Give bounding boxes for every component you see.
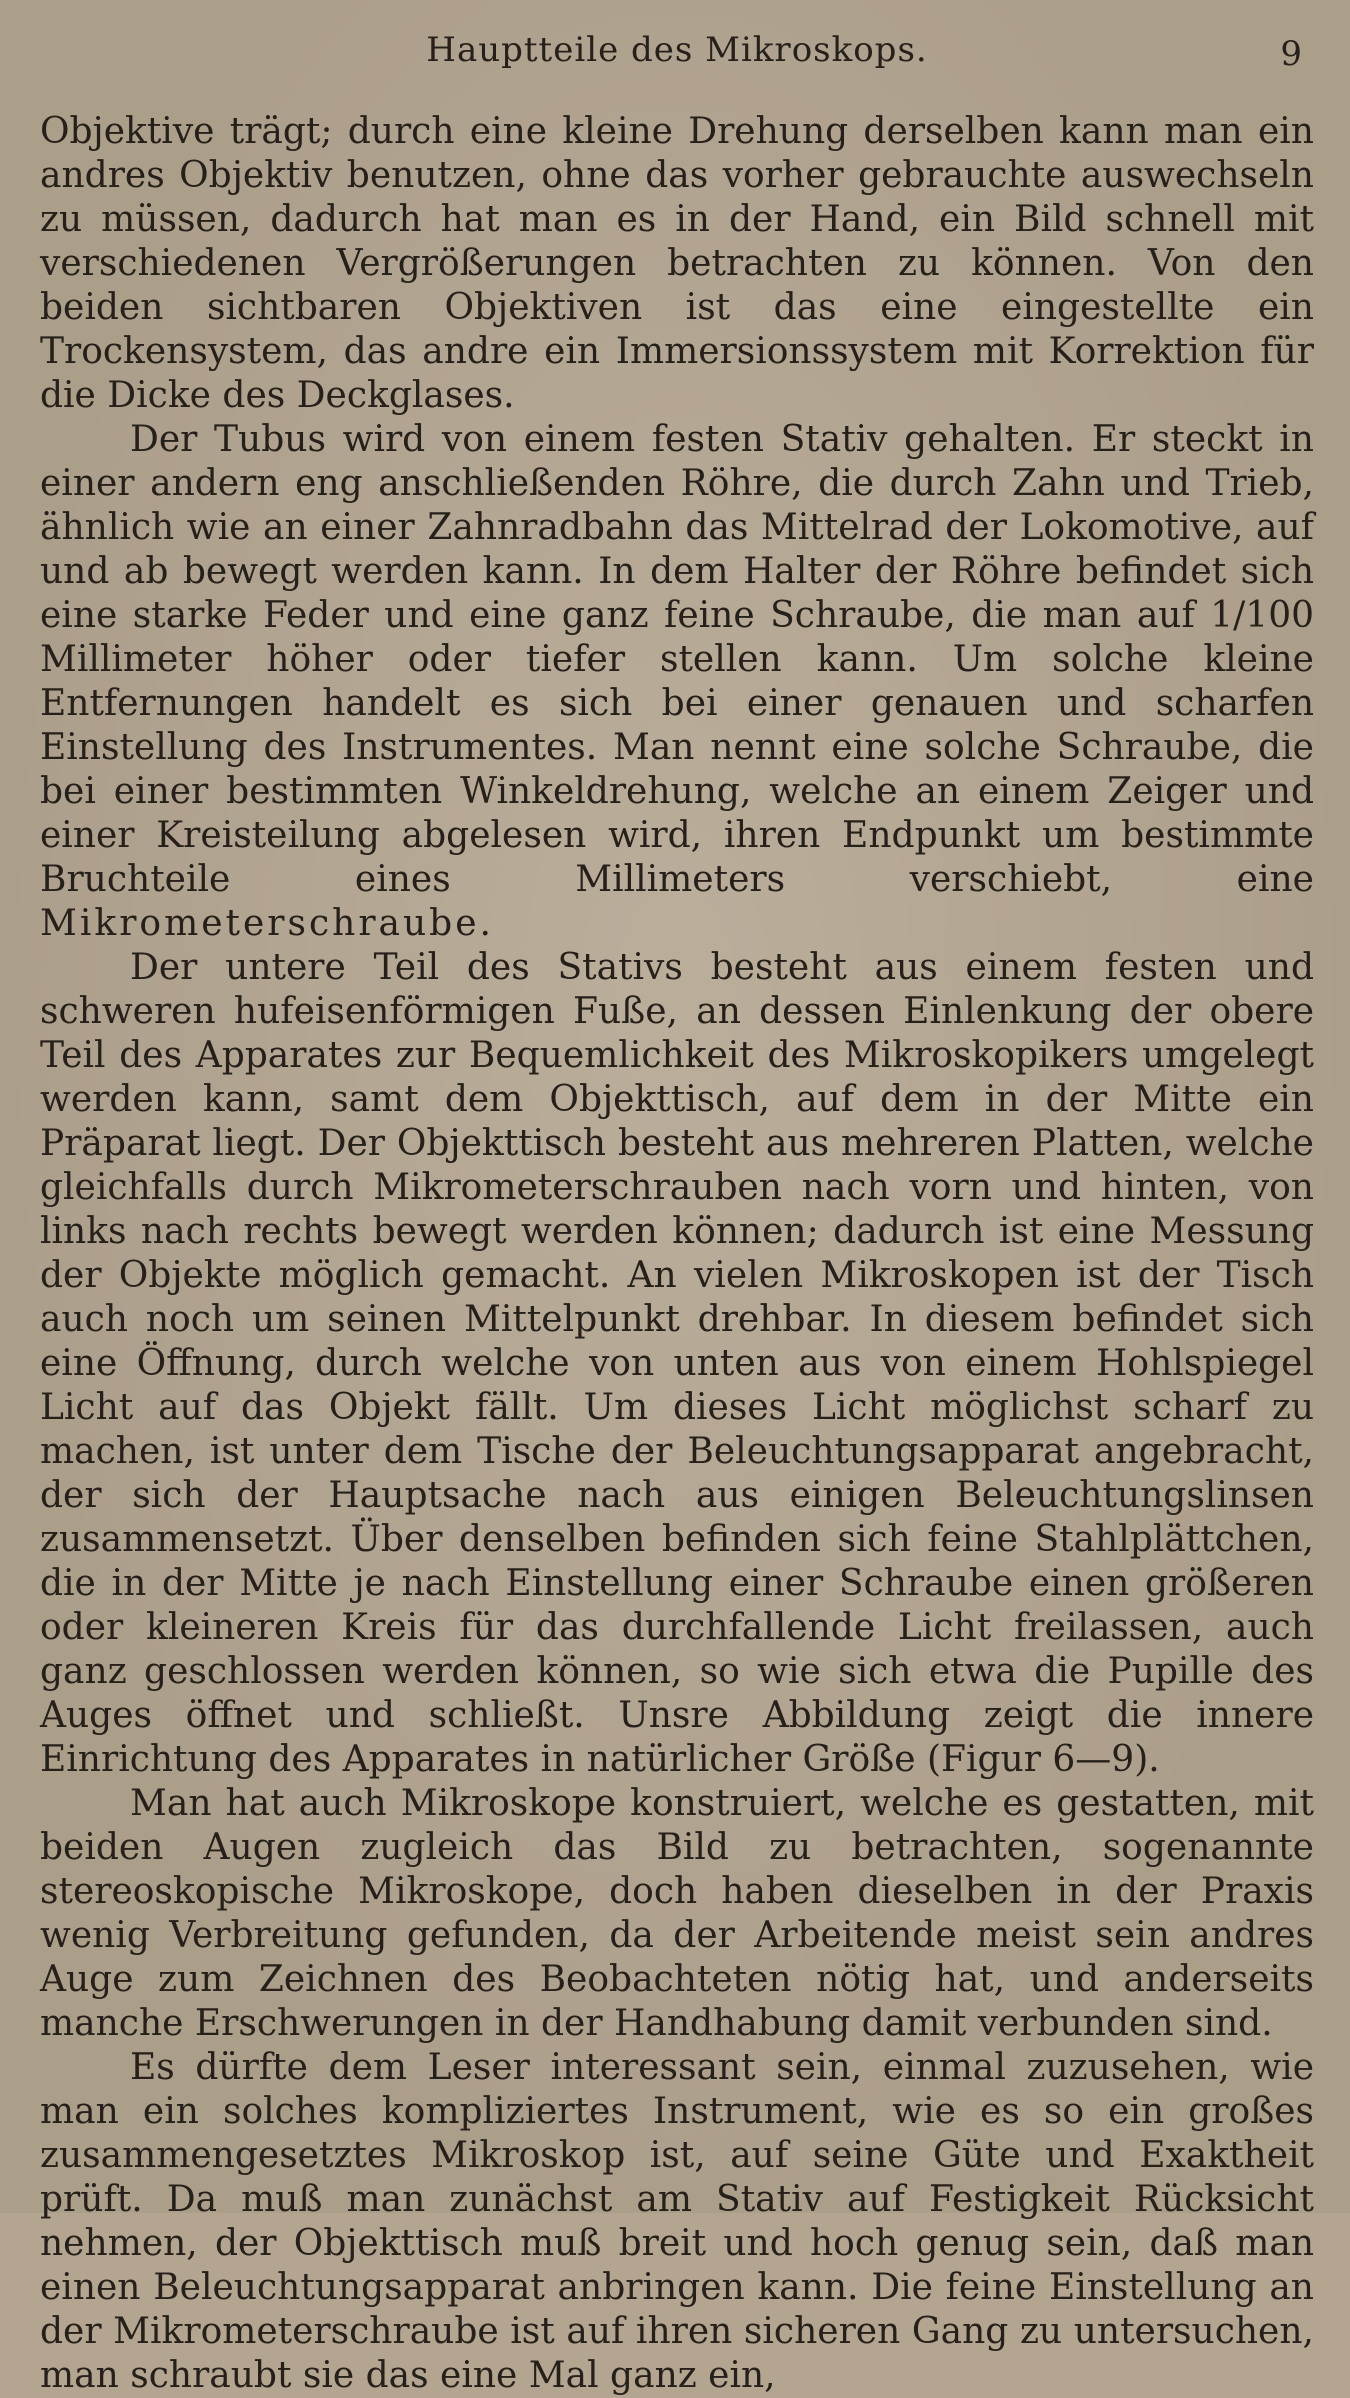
page-number: 9 [1280, 34, 1302, 74]
paragraph-stereoskop: Man hat auch Mikroskope konstruiert, welche es gestatten, mit beiden Augen zugleich das Bild zu betrachten, sogenannte stereoskopische Mikroskope, doch haben dieselben in der Praxis wenig Verbreitung gefunden, da der Arbeitende meist sein andres Auge zum Zeichnen des Beobachteten nötig hat, und anderseits manche Erschwerungen in der Handhabung damit verbunden sind. [40, 1783, 1314, 2044]
paragraph-tubus [40, 418, 1314, 946]
paragraph-objektive: Objektive trägt; durch eine kleine Drehung derselben kann man ein andres Objektiv benutzen, ohne das vorher gebrauchte auswechseln zu müssen, dadurch hat man es in der Hand, ein Bild schnell mit verschiedenen Vergrößerungen betrachten zu können. Von den beiden sichtbaren Objektiven ist das eine eingestellte ein Trockensystem, das andre ein Immersionssystem mit Korrektion für die Dicke des Deckglases. [40, 111, 1314, 416]
paragraph-pruefung: Es dürfte dem Leser interessant sein, einmal zuzusehen, wie man ein solches kompliziertes Instrument, wie es so ein großes zusammengesetztes Mikroskop ist, auf seine Güte und Exaktheit prüft. Da muß man zunächst am Stativ auf Festigkeit Rücksicht nehmen, der Objekttisch muß breit und hoch genug sein, daß man einen Beleuchtungsapparat anbringen kann. Die feine Einstellung an der Mikrometerschraube ist auf ihren sicheren Gang zu untersuchen, man schraubt sie das eine Mal ganz ein, [40, 2047, 1314, 2396]
running-head [40, 30, 1314, 78]
paragraph-text: . [479, 903, 491, 944]
paragraph-text: Millimeter höher oder tiefer stellen kann. Um solche kleine Entfernungen handelt es sich bei einer genauen und scharfen Einstellung des Instrumentes. Man nennt eine solche Schraube, die bei einer bestimmten Winkeldrehung, welche an einem Zeiger und einer Kreisteilung abgelesen wird, ihren Endpunkt um bestimmte Bruchteile eines Millimeters verschiebt, eine [40, 639, 1314, 900]
paragraph-text: Der Tubus wird von einem festen Stativ gehalten. Er steckt in einer andern eng anschließenden Röhre, die durch Zahn und Trieb, ähnlich wie an einer Zahnradbahn das Mittelrad der Lokomotive, auf und ab bewegt werden kann. In dem Halter der Röhre befindet sich eine starke Feder und eine ganz feine Schraube, die man auf [40, 419, 1314, 636]
emphasized-term: Mikrometerschraube [40, 903, 480, 944]
fraction: 1/100 [1210, 595, 1314, 636]
body-text [40, 110, 1314, 2398]
running-title: Hauptteile des Mikroskops. [426, 30, 928, 70]
paragraph-stativ: Der untere Teil des Stativs besteht aus einem festen und schweren hufeisenförmigen Fuße, an dessen Einlenkung der obere Teil des Apparates zur Bequemlichkeit des Mikroskopikers umgelegt werden kann, samt dem Objekttisch, auf dem in der Mitte ein Präparat liegt. Der Objekttisch besteht aus mehreren Platten, welche gleichfalls durch Mikrometerschrauben nach vorn und hinten, von links nach rechts bewegt werden können; dadurch ist eine Messung der Objekte möglich gemacht. An vielen Mikroskopen ist der Tisch auch noch um seinen Mittelpunkt drehbar. In diesem befindet sich eine Öffnung, durch welche von unten aus von einem Hohlspiegel Licht auf das Objekt fällt. Um dieses Licht möglichst scharf zu machen, ist unter dem Tische der Beleuchtungsapparat angebracht, der sich der Hauptsache nach aus einigen Beleuchtungslinsen zusammensetzt. Über denselben befinden sich feine Stahlplättchen, die in der Mitte je nach Einstellung einer Schraube einen größeren oder kleineren Kreis für das durchfallende Licht freilassen, auch ganz geschlossen werden können, so wie sich etwa die Pupille des Auges öffnet und schließt. Unsre Abbildung zeigt die innere Einrichtung des Apparates in natürlicher Größe (Figur 6—9). [40, 947, 1314, 1780]
